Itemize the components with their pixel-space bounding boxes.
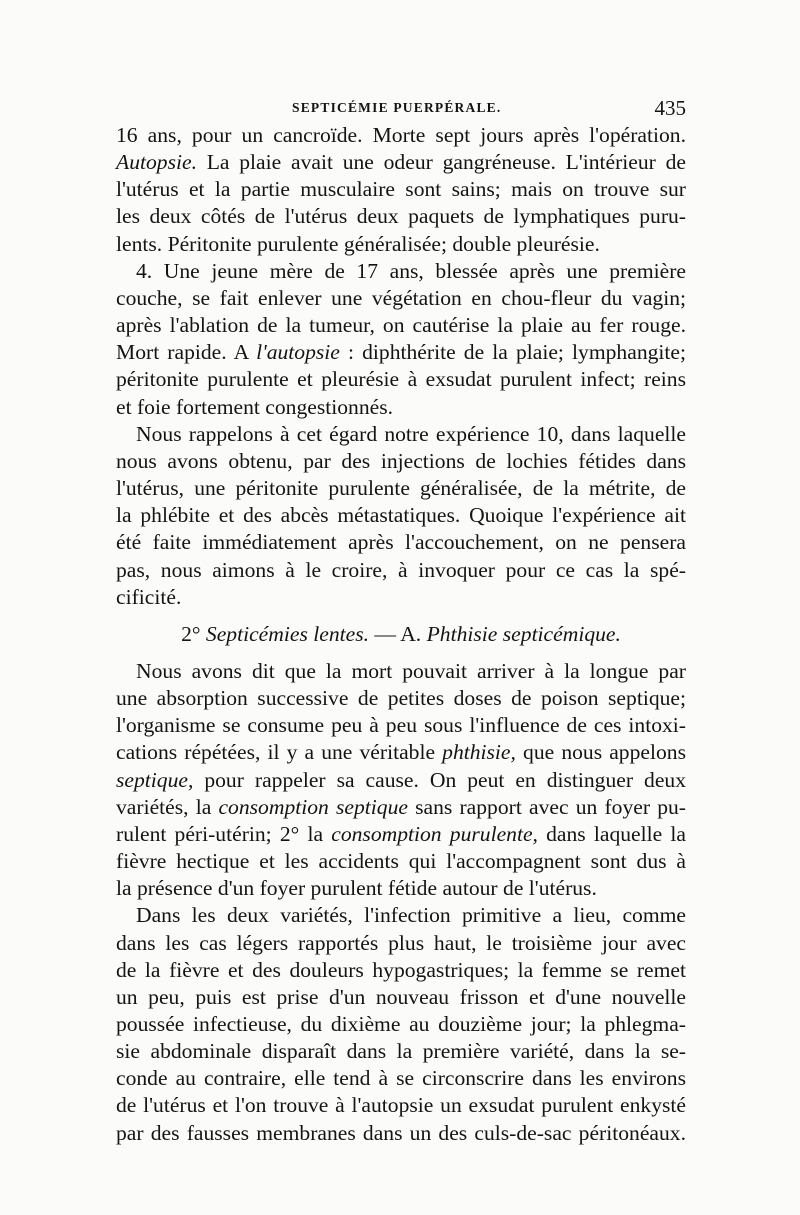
text-line (116, 794, 686, 821)
text-fragment: que nous appelons (515, 740, 686, 765)
page-number: 435 (654, 96, 686, 120)
text-fragment: Mort rapide. A (116, 340, 257, 365)
text-line: couche, se fait enlever une végétation en chou-fleur du vagin; (116, 285, 686, 310)
text-line: cificité. (116, 584, 182, 609)
text-line (116, 767, 686, 794)
text-fragment: dans laquelle la (537, 821, 686, 846)
text-line: la phlébite et des abcès métastatiques. Quoique l'expérience ait (116, 503, 686, 528)
text-line (116, 149, 686, 176)
text-fragment: sans rapport avec un foyer pu- (407, 794, 686, 819)
section-heading (116, 621, 686, 648)
text-line: sie abdominale disparaît dans la première variété, dans la se- (116, 1039, 686, 1064)
text-fragment: rulent péri-utérin; 2° la (116, 821, 332, 846)
text-line: fièvre hectique et les accidents qui l'accompagnent sont dus à (116, 849, 686, 874)
text-line: conde au contraire, elle tend à se circonscrire dans les environs (116, 1066, 686, 1091)
heading-number: 2° (181, 621, 206, 646)
text-line: 4. Une jeune mère de 17 ans, blessée après une première (136, 258, 686, 283)
section-gap (116, 648, 686, 658)
text-line: une absorption successive de petites doses de poison septique; (116, 686, 686, 711)
text-fragment: pour rappeler sa cause. On peut en distinguer deux (193, 767, 686, 792)
text-line: par des fausses membranes dans un des culs-de-sac péritonéaux. (116, 1120, 686, 1145)
italic-term: consomption septique (218, 794, 408, 819)
text-line: un peu, puis est prise d'un nouveau frisson et d'une nouvelle (116, 984, 686, 1009)
text-line: dans les cas légers rapportés plus haut, le troisième jour avec (116, 930, 686, 955)
text-line: l'utérus et la partie musculaire sont sains; mais on trouve sur (116, 177, 686, 202)
text-line: après l'ablation de la tumeur, on cautérise la plaie au fer rouge. (116, 313, 686, 338)
body-text (116, 122, 686, 1147)
text-line (116, 821, 686, 848)
text-line: de l'utérus et l'on trouve à l'autopsie un exsudat purulent enkysté (116, 1093, 686, 1118)
text-line: été faite immédiatement après l'accouchement, on ne pensera (116, 530, 686, 555)
text-line: Nous avons dit que la mort pouvait arriver à la longue par (136, 658, 686, 683)
heading-title: Septicémies lentes. (205, 621, 370, 646)
text-line: péritonite purulente et pleurésie à exsudat purulent infect; reins (116, 367, 686, 392)
text-line: et foie fortement congestionnés. (116, 394, 394, 419)
text-line: de la fièvre et des douleurs hypogastriques; la femme se remet (116, 957, 686, 982)
text-line (116, 339, 686, 366)
text-fragment: La plaie avait une odeur gangréneuse. L'intérieur de (196, 150, 686, 175)
text-line: l'organisme se consume peu à peu sous l'influence de ces intoxi- (116, 713, 686, 738)
italic-term: Autopsie. (116, 150, 197, 175)
text-line: la présence d'un foyer purulent fétide autour de l'utérus. (116, 876, 597, 901)
text-line: les deux côtés de l'utérus deux paquets de lymphatiques puru- (116, 204, 686, 229)
text-line (116, 739, 686, 766)
heading-letter: — A. (369, 621, 427, 646)
text-fragment: variétés, la (116, 794, 219, 819)
text-line: pas, nous aimons à le croire, à invoquer pour ce cas la spé- (116, 557, 686, 582)
italic-term: phthisie, (442, 740, 516, 765)
heading-subtitle: Phthisie septicémique. (426, 621, 621, 646)
italic-term: l'autopsie (256, 340, 340, 365)
text-line: poussée infectieuse, du dixième au douzième jour; la phlegma- (116, 1012, 686, 1036)
italic-term: consomption purulente, (331, 821, 538, 846)
text-line: lents. Péritonite purulente généralisée; double pleurésie. (116, 231, 600, 256)
text-fragment: cations répétées, il y a une véritable (116, 740, 443, 765)
italic-term: septique, (116, 767, 194, 792)
text-line: Dans les deux variétés, l'infection primitive a lieu, comme (136, 903, 686, 928)
page-header (116, 96, 686, 122)
text-line: 16 ans, pour un cancroïde. Morte sept jours après l'opération. (116, 123, 686, 147)
section-gap (116, 611, 686, 621)
text-line: Nous rappelons à cet égard notre expérience 10, dans laquelle (136, 421, 686, 446)
text-line: nous avons obtenu, par des injections de lochies fétides dans (116, 448, 686, 473)
running-title: SEPTICÉMIE PUERPÉRALE. (292, 100, 502, 115)
text-line: l'utérus, une péritonite purulente généralisée, de la métrite, de (116, 476, 686, 501)
text-fragment: : diphthérite de la plaie; lymphangite; (339, 340, 686, 365)
